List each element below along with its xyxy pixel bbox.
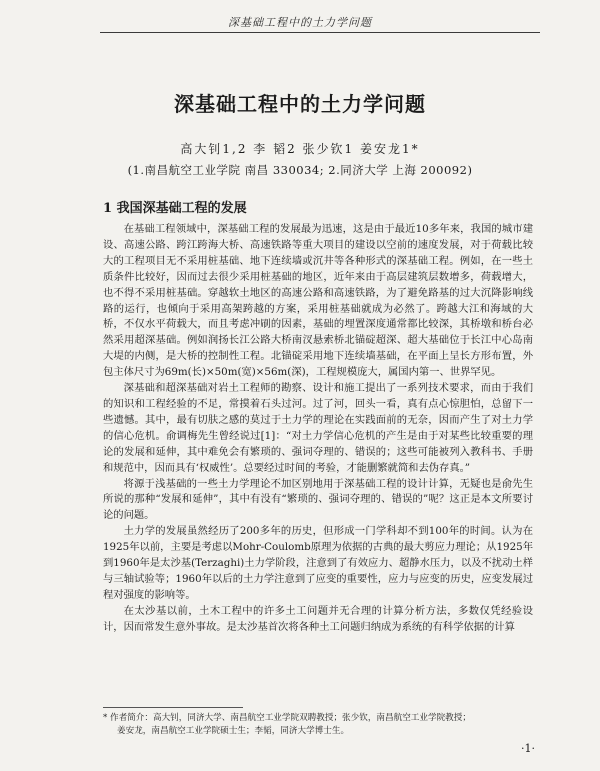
article-title: 深基础工程中的土力学问题 xyxy=(174,92,426,116)
author-list: 高大钊1,2 李 韬2 张少钦1 姜安龙1* xyxy=(180,142,420,156)
footnote-line: * 作者简介：高大钊，同济大学、南昌航空工业学院双聘教授；张少钦，南昌航空工业学院教授； xyxy=(103,713,471,723)
section-heading: 1 我国深基础工程的发展 xyxy=(103,201,247,216)
footnote-rule xyxy=(103,707,243,708)
body-paragraph: 深基础和超深基础对岩土工程师的勘察、设计和施工提出了一系列技术要求，而由于我们的知识和工程经验的不足，常摸着石头过河。过了河，回头一看，真有点心惊胆怕，总留下一些遗憾。其中，最有切肤之感的莫过于土力学的理论在实践面前的无奈，因而产生了对土力学的信心危机。俞调梅先生曾经说过[1]：“对土力学信心危机的产生是由于对某些比较重要的理论的发展和延伸，其中难免会有繁琐的、强词夺理的、错误的；这些可能被列入教科书、手册和规范中，因而具有‘权威性’。总要经过时间的考验，才能删繁就简和去伪存真。” xyxy=(103,382,533,474)
running-head: 深基础工程中的土力学问题 xyxy=(228,16,372,29)
body-paragraph: 土力学的发展虽然经历了200多年的历史，但形成一门学科却不到100年的时间。认为在1925年以前，主要是考虑以Mohr-Coulomb原理为依据的古典的最大剪应力理论；从1925年到1960年是太沙基(Terzaghi)土力学阶段，注意到了有效应力、超静水压力，以及不扰动土样与三轴试验等；1960年以后的土力学注意到了应变的重要性，应力与应变的历史，应变发展过程对强度的影响等。 xyxy=(103,525,533,601)
body-paragraph: 在基础工程领域中，深基础工程的发展最为迅速，这是由于最近10多年来，我国的城市建设、高速公路、跨江跨海大桥、高速铁路等重大项目的建设以空前的速度发展，对于荷载比较大的工程项目无不采用桩基础、地下连续墙或沉井等各种形式的深基础工程。例如，在一些土质条件比较好，因而过去很少采用桩基础的地区，近年来由于高层建筑层数增多，荷载增大，也不得不采用桩基础。穿越软土地区的高速公路和高速铁路，为了避免路基的过大沉降影响线路的运行，也倾向于采用高架跨越的方案，采用桩基础就成为必然了。跨越大江和海域的大桥，不仅水平荷载大，而且考虑冲刷的因素，基础的埋置深度通常都比较深，其桥墩和桥台必然采用超深基础。例如润扬长江公路大桥南汊悬索桥北锚碇超深、超大基础位于长江中心岛南大堤的内侧，是大桥的控制性工程。北锚碇采用地下连续墙基础，在平面上呈长方形布置，外包主体尺寸为69m(长)×50m(宽)×56m(深)，工程规模庞大，属国内第一、世界罕见。 xyxy=(103,223,533,379)
footnote-line: 姜安龙，南昌航空工业学院硕士生；李韬，同济大学博士生。 xyxy=(117,726,350,736)
author-footnote xyxy=(103,712,533,738)
body-paragraph: 在太沙基以前，土木工程中的许多土工问题并无合理的计算分析方法，多数仅凭经验设计，因而常发生意外事故。是太沙基首次将各种土工问题归纳成为系统的有科学依据的计算 xyxy=(103,604,533,633)
section-body xyxy=(103,222,533,636)
header-rule xyxy=(100,32,540,33)
affiliation-line: (1.南昌航空工业学院 南昌 330034; 2.同济大学 上海 200092) xyxy=(127,163,473,177)
body-paragraph: 将源于浅基础的一些土力学理论不加区别地用于深基础工程的设计计算，无疑也是俞先生所说的那种“发展和延伸”，其中有没有“繁琐的、强词夺理的、错误的”呢？这正是本文所要讨论的问题。 xyxy=(103,477,533,522)
page-number: ·1· xyxy=(521,742,535,755)
